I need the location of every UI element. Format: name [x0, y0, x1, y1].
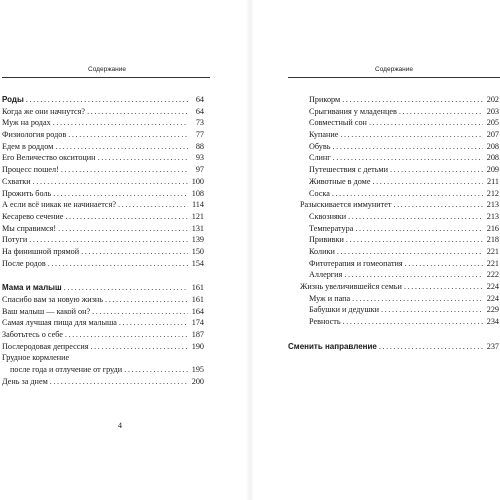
toc-entry[interactable] [2, 352, 204, 364]
toc-entry[interactable] [2, 341, 204, 353]
toc-entry-page: 205 [486, 118, 499, 128]
dot-leader [124, 364, 188, 376]
toc-entry-title: Муж на родах [2, 118, 51, 128]
dot-leader [333, 152, 483, 164]
toc-entry[interactable] [288, 234, 499, 246]
toc-entry[interactable] [2, 141, 204, 153]
toc-entry-title: Когда же они начнутся? [2, 106, 86, 116]
toc-entry-page: 174 [191, 318, 204, 328]
toc-entry-title: после года и отлучение от груди [10, 365, 123, 375]
toc-entry-title: Физиология родов [2, 130, 67, 140]
toc-entry-title: Грудное кормление [2, 353, 70, 363]
toc-entry-page: 131 [191, 223, 204, 233]
toc-entry[interactable] [288, 211, 499, 223]
dot-leader [65, 329, 188, 341]
toc-entry-page: 222 [486, 270, 499, 280]
toc-entry[interactable] [288, 188, 499, 200]
dot-leader [98, 152, 188, 164]
toc-entry[interactable] [288, 269, 499, 281]
toc-entry-page: 209 [486, 165, 499, 175]
dot-leader [119, 317, 188, 329]
toc-entry[interactable] [288, 316, 499, 328]
toc-entry-title: Купание [309, 130, 339, 140]
toc-entry-page: 150 [191, 246, 204, 256]
dot-leader [87, 106, 188, 118]
toc-entry-page: 221 [486, 246, 499, 256]
toc-entry-page: 218 [486, 235, 499, 245]
page-number: 4 [118, 421, 122, 430]
toc-entry[interactable] [2, 376, 204, 388]
toc-entry-page: 161 [191, 295, 204, 304]
dot-leader [379, 341, 483, 353]
dot-leader [332, 188, 483, 200]
header-rule [288, 77, 500, 78]
dot-leader [369, 117, 483, 129]
toc-entry-title: Фитотерапия и гомеопатия [309, 258, 403, 268]
toc-entry-title: Мы справимся! [2, 223, 57, 233]
dot-leader [340, 129, 483, 141]
toc-entry[interactable] [288, 106, 499, 118]
toc-entry-title: Схватки [2, 176, 31, 186]
toc-entry-page: 97 [195, 165, 204, 175]
toc-entry-page: 187 [191, 330, 204, 340]
toc-entry-page: 190 [191, 341, 204, 351]
toc-entry[interactable] [288, 141, 499, 153]
toc-entry-page: 234 [486, 317, 499, 327]
toc-entry-page: 203 [486, 106, 499, 116]
toc-entry-page: 221 [486, 258, 499, 268]
dot-leader [393, 199, 483, 211]
running-head: Содержание [88, 66, 126, 73]
dot-leader [65, 211, 188, 223]
toc-entry-title: Едем в роддом [2, 141, 54, 151]
toc-entry[interactable] [2, 129, 204, 141]
toc-entry[interactable] [288, 129, 499, 141]
toc-entry-page: 195 [191, 365, 204, 375]
dot-leader [343, 316, 483, 328]
toc-entry-title: А если всё никак не начинается? [2, 200, 116, 210]
toc-entry-page: 202 [486, 95, 499, 104]
dot-leader [381, 304, 483, 316]
toc-entry-title: Бабушки и дедушки [309, 305, 380, 315]
toc-entry[interactable] [288, 199, 499, 211]
toc-entry-title: День за днем [2, 376, 48, 386]
dot-leader [118, 199, 188, 211]
toc-entry[interactable] [288, 176, 499, 188]
dot-leader [344, 269, 483, 281]
toc-entry[interactable] [2, 294, 204, 306]
toc-entry[interactable] [2, 223, 204, 235]
toc-entry-page: 216 [486, 223, 499, 233]
toc-entry-page: 224 [486, 282, 499, 291]
dot-leader [346, 234, 483, 246]
toc-entry[interactable] [2, 306, 204, 318]
toc-entry[interactable] [288, 304, 499, 316]
toc-entry-page: 213 [486, 200, 499, 210]
left-page [0, 0, 242, 500]
toc-entry-page: 213 [486, 211, 499, 221]
book-gutter [246, 0, 254, 500]
section-spacer [288, 328, 499, 341]
dot-leader [29, 234, 188, 246]
toc-entry-page: 73 [195, 118, 204, 128]
toc-entry[interactable] [288, 117, 499, 129]
toc-entry-page: 211 [487, 176, 499, 186]
toc-section-entry[interactable] [2, 94, 204, 106]
toc-entry[interactable] [2, 117, 204, 129]
dot-leader [405, 258, 483, 270]
toc-entry-title: Самая лучшая пища для малыша [2, 318, 117, 328]
toc-entry-title: Жизнь увеличившейся семьи [300, 282, 402, 291]
toc-entry-title: Колики [309, 246, 335, 256]
dot-leader [352, 293, 483, 305]
toc-entry-page: 237 [486, 341, 499, 351]
toc-entry-title: Обувь [309, 141, 331, 151]
toc-entry-title: Его Величество окситоцин [2, 153, 96, 163]
toc-entry-page: 207 [486, 130, 499, 140]
dot-leader [61, 164, 188, 176]
toc-section-entry[interactable] [288, 341, 499, 353]
toc-entry[interactable] [288, 258, 499, 270]
toc-entry-page: 200 [191, 376, 204, 386]
toc-entry[interactable] [2, 211, 204, 223]
dot-leader [48, 258, 188, 270]
toc-entry-page: 212 [486, 188, 499, 198]
dot-leader [81, 246, 188, 258]
toc-section-entry[interactable] [2, 282, 204, 294]
toc-entry-page: 208 [486, 153, 499, 163]
toc-entry[interactable] [2, 329, 204, 341]
toc-entry-page: 161 [191, 283, 204, 293]
toc-entry-title: Аллергия [309, 270, 343, 280]
toc-entry-title: Животные в доме [309, 176, 371, 186]
toc-entry-page: 121 [191, 211, 204, 221]
toc-entry-title: Прививки [309, 235, 344, 245]
toc-entry-page: 164 [191, 306, 204, 316]
toc-entry-title: Ревность [309, 317, 341, 327]
toc-entry-page: 139 [191, 235, 204, 245]
toc-list-right [288, 94, 499, 352]
dot-leader [332, 141, 483, 153]
toc-entry[interactable] [2, 176, 204, 188]
toc-entry-title: Заботьтесь о себе [2, 330, 63, 340]
running-head: Содержание [375, 66, 413, 73]
dot-leader [68, 129, 188, 141]
toc-entry-title: Срыгивания у младенцев [309, 106, 397, 116]
toc-entry-title: Слинг [309, 153, 331, 163]
dot-leader [404, 281, 483, 293]
toc-list-left [2, 94, 204, 388]
toc-entry[interactable] [2, 246, 204, 258]
toc-entry[interactable] [288, 293, 499, 305]
dot-leader [58, 223, 188, 235]
toc-entry-title: Сквозняки [309, 211, 347, 221]
toc-entry-page: 154 [191, 258, 204, 268]
toc-entry-title: Соска [309, 188, 330, 198]
toc-entry[interactable] [2, 164, 204, 176]
toc-entry-title: Прикорм [309, 95, 341, 104]
toc-entry[interactable] [2, 258, 204, 270]
toc-entry-title: Сменить направление [288, 341, 377, 351]
toc-entry-title: Потуги [2, 235, 28, 245]
toc-entry[interactable] [2, 199, 204, 211]
toc-entry-title: На финишной прямой [2, 246, 80, 256]
toc-entry-page: 100 [191, 176, 204, 186]
dot-leader [342, 94, 483, 106]
toc-entry[interactable] [288, 223, 499, 235]
dot-leader [55, 141, 188, 153]
toc-entry[interactable] [2, 234, 204, 246]
toc-entry-page: 108 [191, 188, 204, 198]
dot-leader [373, 176, 484, 188]
dot-leader [337, 246, 483, 258]
dot-leader [105, 294, 188, 306]
toc-entry-page: 208 [486, 141, 499, 151]
toc-entry-page: 93 [195, 153, 204, 163]
toc-entry-title: Ваш малыш — какой он? [2, 306, 91, 316]
toc-entry[interactable] [288, 246, 499, 258]
dot-leader [33, 176, 188, 188]
toc-entry-title: Путешествия с детьми [309, 165, 388, 175]
dot-leader [348, 211, 483, 223]
toc-entry-page: 224 [486, 293, 499, 303]
toc-entry-title: Совместный сон [309, 118, 367, 128]
toc-entry-page: 64 [195, 106, 204, 116]
dot-leader [390, 164, 483, 176]
toc-entry-page: 88 [195, 141, 204, 151]
toc-entry[interactable] [2, 188, 204, 200]
toc-entry-title: Разыскивается иммунитет [300, 200, 392, 210]
toc-entry[interactable] [2, 317, 204, 329]
toc-entry[interactable] [288, 281, 499, 293]
toc-entry[interactable] [288, 94, 499, 106]
toc-entry-title: Температура [309, 223, 354, 233]
toc-entry[interactable] [288, 164, 499, 176]
right-page [258, 0, 500, 500]
toc-entry-page: 229 [486, 305, 499, 315]
toc-entry-page: 77 [195, 130, 204, 140]
toc-entry-page: 114 [192, 200, 204, 210]
toc-entry[interactable] [2, 106, 204, 118]
toc-entry-title: Спасибо вам за новую жизнь [2, 295, 104, 304]
dot-leader [91, 341, 188, 353]
dot-leader [26, 94, 188, 106]
dot-leader [53, 188, 188, 200]
dot-leader [92, 306, 188, 318]
dot-leader [355, 223, 483, 235]
toc-entry-title: Мама и малыш [2, 283, 62, 293]
toc-entry[interactable] [2, 152, 204, 164]
dot-leader [399, 106, 483, 118]
toc-entry[interactable] [2, 364, 204, 376]
toc-entry-title: После родов [2, 258, 46, 268]
toc-entry-title: Процесс пошел! [2, 165, 59, 175]
dot-leader [53, 117, 188, 129]
toc-entry-title: Кесарево сечение [2, 211, 64, 221]
toc-entry-title: Прожить боль [2, 188, 52, 198]
toc-entry-title: Послеродовая депрессия [2, 341, 89, 351]
header-rule [2, 77, 210, 78]
toc-entry-page: 64 [195, 95, 204, 104]
toc-entry-title: Муж и папа [309, 293, 351, 303]
section-spacer [2, 269, 204, 282]
toc-entry[interactable] [288, 152, 499, 164]
dot-leader [64, 282, 188, 294]
toc-entry-title: Роды [2, 95, 24, 104]
dot-leader [50, 376, 188, 388]
